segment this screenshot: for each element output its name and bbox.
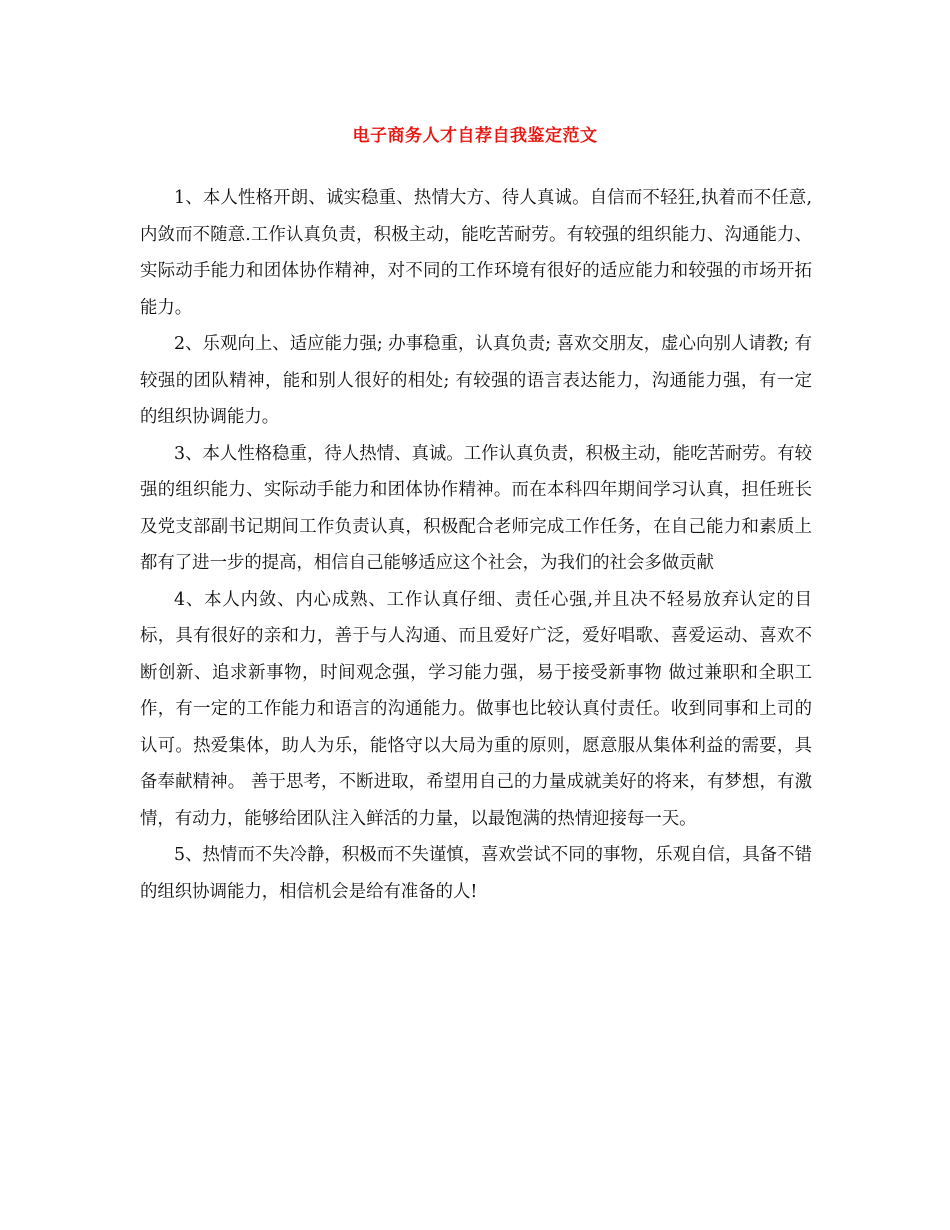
paragraph-4: 4、本人内敛、内心成熟、工作认真仔细、责任心强,并且决不轻易放弃认定的目标，具有很好的亲和力，善于与人沟通、而且爱好广泛，爱好唱歌、喜爱运动、喜欢不断创新、追求新事物，时间观念强，学习能力强，易于接受新事物 做过兼职和全职工作，有一定的工作能力和语言的沟通能力。做事也比较认真付责任。收到同事和上司的认可。热爱集体，助人为乐，能恪守以大局为重的原则，愿意服从集体利益的需要，具备奉献精神。 善于思考，不断进取，希望用自己的力量成就美好的将来，有梦想，有激情，有动力，能够给团队注入鲜活的力量，以最饱满的热情迎接每一天。 <box>140 589 812 829</box>
paragraph-5: 5、热情而不失冷静，积极而不失谨慎，喜欢尝试不同的事物，乐观自信，具备不错的组织协调能力，相信机会是给有准备的人! <box>140 845 812 902</box>
paragraph-1: 1、本人性格开朗、诚实稳重、热情大方、待人真诚。自信而不轻狂,执着而不任意,内敛而不随意.工作认真负责，积极主动，能吃苦耐劳。有较强的组织能力、沟通能力、实际动手能力和团体协作精神，对不同的工作环境有很好的适应能力和较强的市场开拓能力。 <box>140 188 812 318</box>
document-title: 电子商务人才自荐自我鉴定范文 <box>352 126 598 146</box>
paragraph-2: 2、乐观向上、适应能力强; 办事稳重，认真负责; 喜欢交朋友，虚心向别人请教; 有较强的团队精神，能和别人很好的相处; 有较强的语言表达能力，沟通能力强，有一定的组织协调能力。 <box>140 334 812 427</box>
paragraph-3: 3、本人性格稳重，待人热情、真诚。工作认真负责，积极主动，能吃苦耐劳。有较强的组织能力、实际动手能力和团体协作精神。而在本科四年期间学习认真，担任班长及党支部副书记期间工作负责认真，积极配合老师完成工作任务，在自己能力和素质上都有了进一步的提高，相信自己能够适应这个社会，为我们的社会多做贡献 <box>140 443 812 573</box>
document-body <box>140 180 812 910</box>
